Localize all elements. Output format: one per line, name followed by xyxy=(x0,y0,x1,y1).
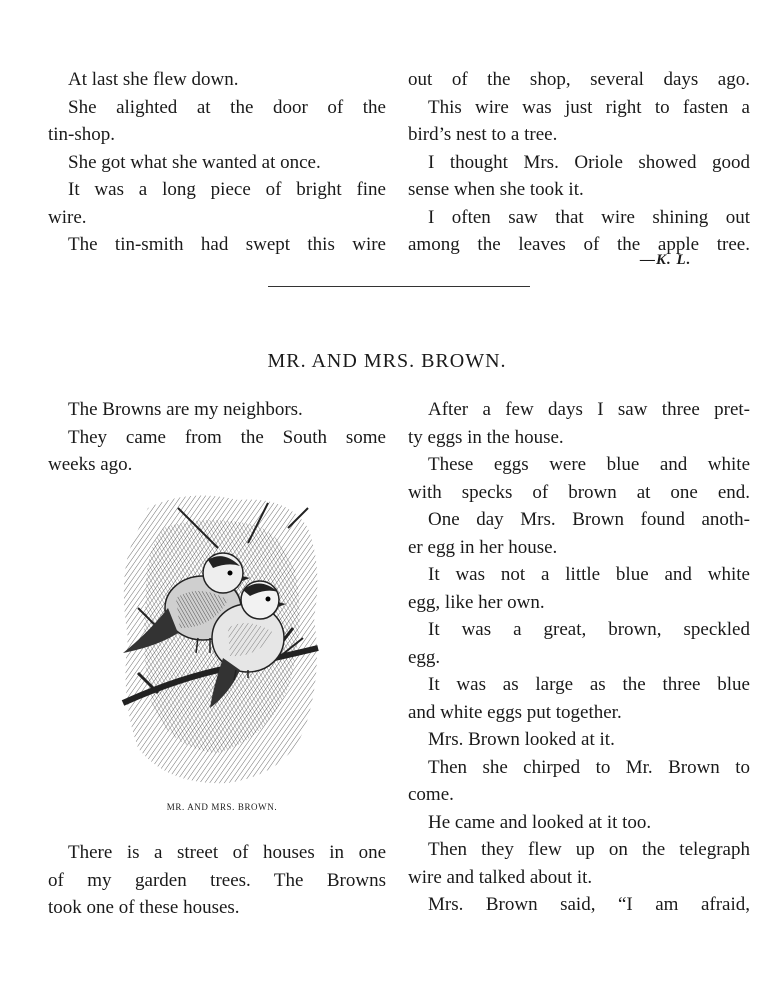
text-line: I often saw that wire shining out xyxy=(428,206,750,228)
text-line: These eggs were blue and white xyxy=(428,454,750,475)
text-line: Then she chirped to Mr. Brown to xyxy=(428,756,750,778)
text-line: The Browns are my neighbors. xyxy=(68,399,303,420)
text-line: wire. xyxy=(48,206,87,228)
text-line: and white eggs put together. xyxy=(408,701,622,723)
text-line: Mrs. Brown looked at it. xyxy=(428,729,615,750)
text-line: egg. xyxy=(408,646,441,668)
birds-illustration xyxy=(118,488,326,788)
text-line: with specks of brown at one end. xyxy=(408,481,750,503)
column-right-main xyxy=(408,396,750,919)
text-line: bird’s nest to a tree. xyxy=(408,124,558,145)
text-line: There is a street of houses in one xyxy=(68,842,386,863)
text-line: ty eggs in the house. xyxy=(408,426,564,448)
text-line: It was not a little blue and white xyxy=(428,564,750,585)
text-line: After a few days I saw three pret- xyxy=(428,399,750,420)
text-line: come. xyxy=(408,784,454,805)
text-line: wire and talked about it. xyxy=(408,866,593,888)
two-birds-on-branch-icon xyxy=(118,488,326,788)
column-mid-left xyxy=(48,396,386,479)
text-line: The tin-smith had swept this wire xyxy=(68,234,386,255)
text-line: among the leaves of the apple tree. xyxy=(408,234,750,255)
text-line: sense when she took it. xyxy=(408,179,584,200)
text-line: One day Mrs. Brown found anoth- xyxy=(428,509,750,530)
text-line: er egg in her house. xyxy=(408,536,558,558)
column-top-right xyxy=(408,66,750,259)
text-line: egg, like her own. xyxy=(408,591,545,613)
text-line: Mrs. Brown said, “I am afraid, xyxy=(428,894,750,915)
text-line: She alighted at the door of the xyxy=(68,96,386,118)
column-top-left xyxy=(48,66,386,259)
text-line: It was a great, brown, speckled xyxy=(428,619,750,640)
text-line: took one of these houses. xyxy=(48,897,240,918)
section-heading: MR. AND MRS. BROWN. xyxy=(267,350,507,372)
text-line: tin-shop. xyxy=(48,124,116,145)
text-line: of my garden trees. The Browns xyxy=(48,869,386,891)
text-line: At last she flew down. xyxy=(68,69,239,90)
text-line: I thought Mrs. Oriole showed good xyxy=(428,151,750,173)
author-signature: —K. L. xyxy=(640,252,692,268)
text-line: Then they flew up on the telegraph xyxy=(428,839,750,860)
text-line: It was a long piece of bright fine xyxy=(68,179,386,200)
text-line: He came and looked at it too. xyxy=(428,811,652,833)
text-line: They came from the South some xyxy=(68,426,386,448)
section-divider xyxy=(268,286,530,287)
text-line: This wire was just right to fasten a xyxy=(428,96,750,118)
text-line: It was as large as the three blue xyxy=(428,674,750,695)
text-line: out of the shop, several days ago. xyxy=(408,69,750,90)
illustration-caption: MR. AND MRS. BROWN. xyxy=(166,802,278,812)
text-line: She got what she wanted at once. xyxy=(68,151,321,173)
text-line: weeks ago. xyxy=(48,454,133,475)
column-bottom-left xyxy=(48,839,386,922)
